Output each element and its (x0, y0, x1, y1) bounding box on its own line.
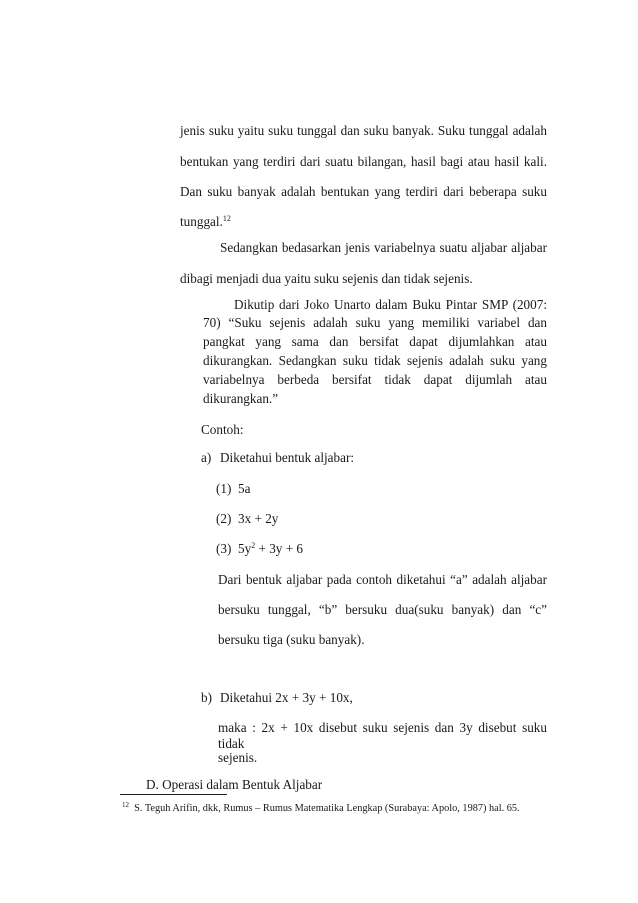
math-term: + 3y + 6 (255, 541, 304, 556)
quote-line: Dikutip dari Joko Unarto dalam Buku Pintar SMP (2007: (234, 297, 547, 312)
sublist-item: 5a (238, 481, 251, 496)
paragraph-line: jenis suku yaitu suku tunggal dan suku banyak. Suku tunggal adalah (180, 123, 547, 138)
list-marker: b) (201, 690, 212, 705)
paragraph-line (180, 214, 231, 230)
paragraph-text: tunggal. (180, 214, 223, 229)
exponent: 2 (251, 541, 256, 550)
sublist-marker: (2) (216, 511, 232, 526)
example-label: Contoh: (201, 422, 244, 437)
list-item-text: Diketahui 2x + 3y + 10x, (220, 690, 353, 705)
explanation-line: sejenis. (218, 750, 258, 765)
quote-line: dikurangkan. Sedangkan suku tidak sejenis adalah suku yang (203, 353, 547, 368)
footnote-reference: 12 (222, 214, 231, 223)
math-term: 5y (238, 541, 252, 556)
footnote (122, 802, 520, 815)
sublist-marker: (1) (216, 481, 232, 496)
footnote-number: 12 (122, 801, 129, 809)
quote-line: dikurangkan.” (203, 391, 279, 406)
paragraph-line: Dan suku banyak adalah bentukan yang terdiri dari beberapa suku (180, 184, 547, 199)
quote-line: variabelnya berbeda bersifat tidak dapat dijumlah atau (203, 372, 547, 387)
paragraph-line: dibagi menjadi dua yaitu suku sejenis dan tidak sejenis. (180, 271, 473, 286)
explanation-line: Dari bentuk aljabar pada contoh diketahui “a” adalah aljabar (218, 572, 547, 587)
section-heading: D. Operasi dalam Bentuk Aljabar (146, 777, 323, 792)
sublist-item: 3x + 2y (238, 511, 279, 526)
footnote-text: S. Teguh Arifin, dkk, Rumus – Rumus Matematika Lengkap (Surabaya: Apolo, 1987) hal. 65. (134, 803, 520, 814)
list-marker: a) (201, 450, 212, 465)
list-item-text: Diketahui bentuk aljabar: (220, 450, 355, 465)
quote-line: pangkat yang sama dan bersifat dapat dijumlahkan atau (203, 334, 547, 349)
sublist-marker: (3) (216, 541, 232, 556)
explanation-line: bersuku tunggal, “b” bersuku dua(suku banyak) dan “c” (218, 602, 547, 617)
explanation-line: maka : 2x + 10x disebut suku sejenis dan 3y disebut suku tidak (218, 720, 547, 751)
paragraph-line: Sedangkan bedasarkan jenis variabelnya suatu aljabar aljabar (220, 240, 547, 255)
sublist-item (238, 541, 303, 557)
explanation-line: bersuku tiga (suku banyak). (218, 632, 365, 647)
paragraph-line: bentukan yang terdiri dari suatu bilangan, hasil bagi atau hasil kali. (180, 154, 547, 169)
quote-line: 70) “Suku sejenis adalah suku yang memiliki variabel dan (203, 315, 547, 330)
footnote-separator (120, 794, 227, 795)
